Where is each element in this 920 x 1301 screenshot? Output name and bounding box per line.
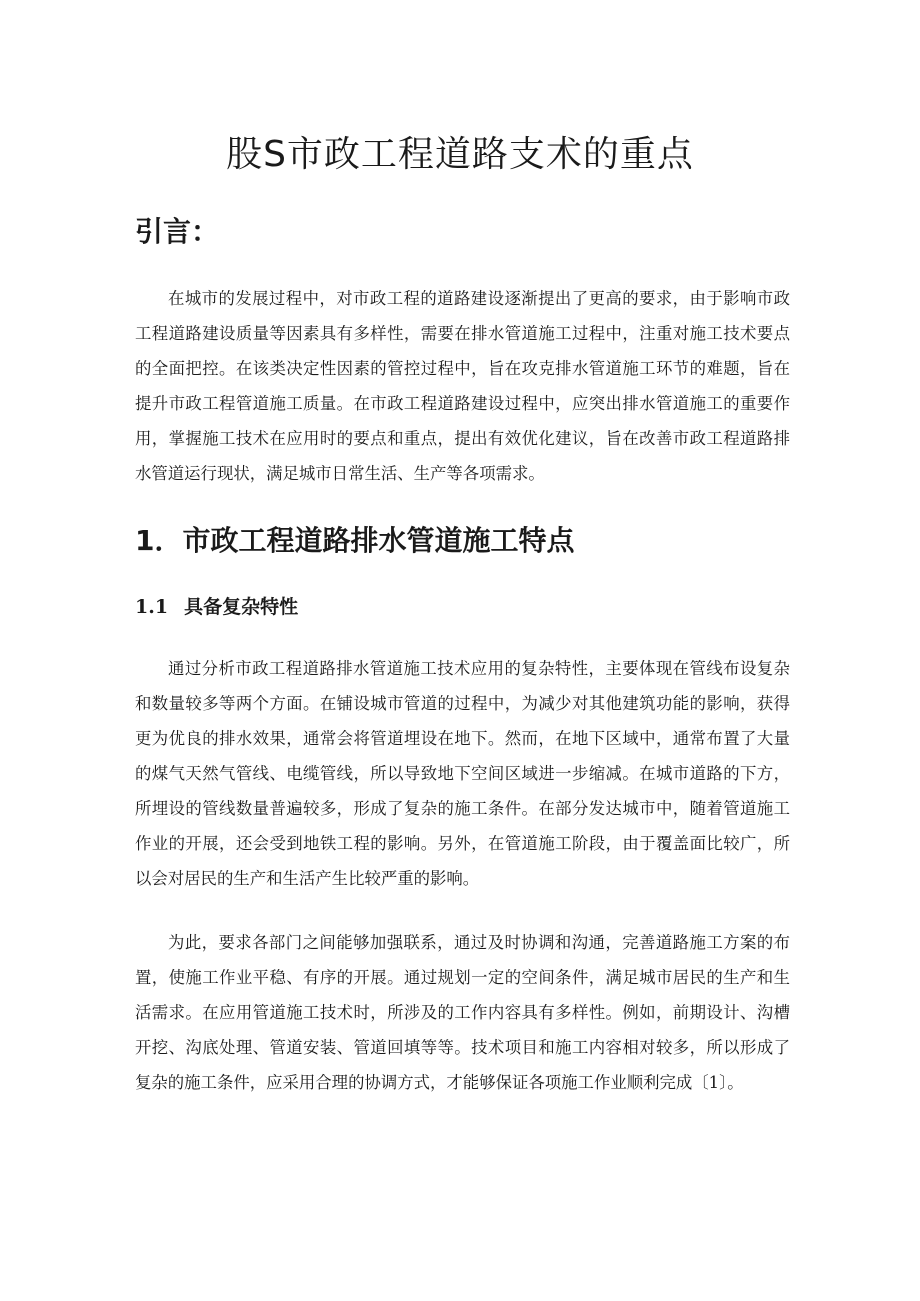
body-paragraph-2: 为此，要求各部门之间能够加强联系，通过及时协调和沟通，完善道路施工方案的布置，使施工作业平稳、有序的开展。通过规划一定的空间条件，满足城市居民的生产和生活需求。在应用管道施工技术时，所涉及的工作内容具有多样性。例如，前期设计、沟槽开挖、沟底处理、管道安装、管道回填等等。技术项目和施工内容相对较多，所以形成了复杂的施工条件，应采用合理的协调方式，才能够保证各项施工作业顺利完成〔1〕。: [135, 933, 790, 1092]
body-paragraph-1: 通过分析市政工程道路排水管道施工技术应用的复杂特性，主要体现在管线布设复杂和数量较多等两个方面。在铺设城市管道的过程中，为减少对其他建筑功能的影响，获得更为优良的排水效果，通常会将管道埋设在地下。然而，在地下区域中，通常布置了大量的煤气天然气管线、电缆管线，所以导致地下空间区域进一步缩减。在城市道路的下方，所埋设的管线数量普遍较多，形成了复杂的施工条件。在部分发达城市中，随着管道施工作业的开展，还会受到地铁工程的影响。另外，在管道施工阶段，由于覆盖面比较广，所以会对居民的生产和生活产生比较严重的影响。: [135, 659, 790, 888]
subsection-1-1-heading: [135, 592, 298, 622]
document-title: 股S市政工程道路支术的重点: [226, 134, 694, 175]
subsection-number: 1.1: [135, 596, 169, 618]
section-1-heading: 1．市政工程道路排水管道施工特点: [135, 524, 575, 557]
intro-heading: 引言：: [135, 215, 220, 248]
subsection-title: 具备复杂特性: [184, 596, 299, 618]
intro-paragraph: 在城市的发展过程中，对市政工程的道路建设逐渐提出了更高的要求，由于影响市政工程道路建设质量等因素具有多样性，需要在排水管道施工过程中，注重对施工技术要点的全面把控。在该类决定性因素的管控过程中，旨在攻克排水管道施工环节的难题，旨在提升市政工程管道施工质量。在市政工程道路建设过程中，应突出排水管道施工的重要作用，掌握施工技术在应用时的要点和重点，提出有效优化建议，旨在改善市政工程道路排水管道运行现状，满足城市日常生活、生产等各项需求。: [135, 289, 790, 483]
